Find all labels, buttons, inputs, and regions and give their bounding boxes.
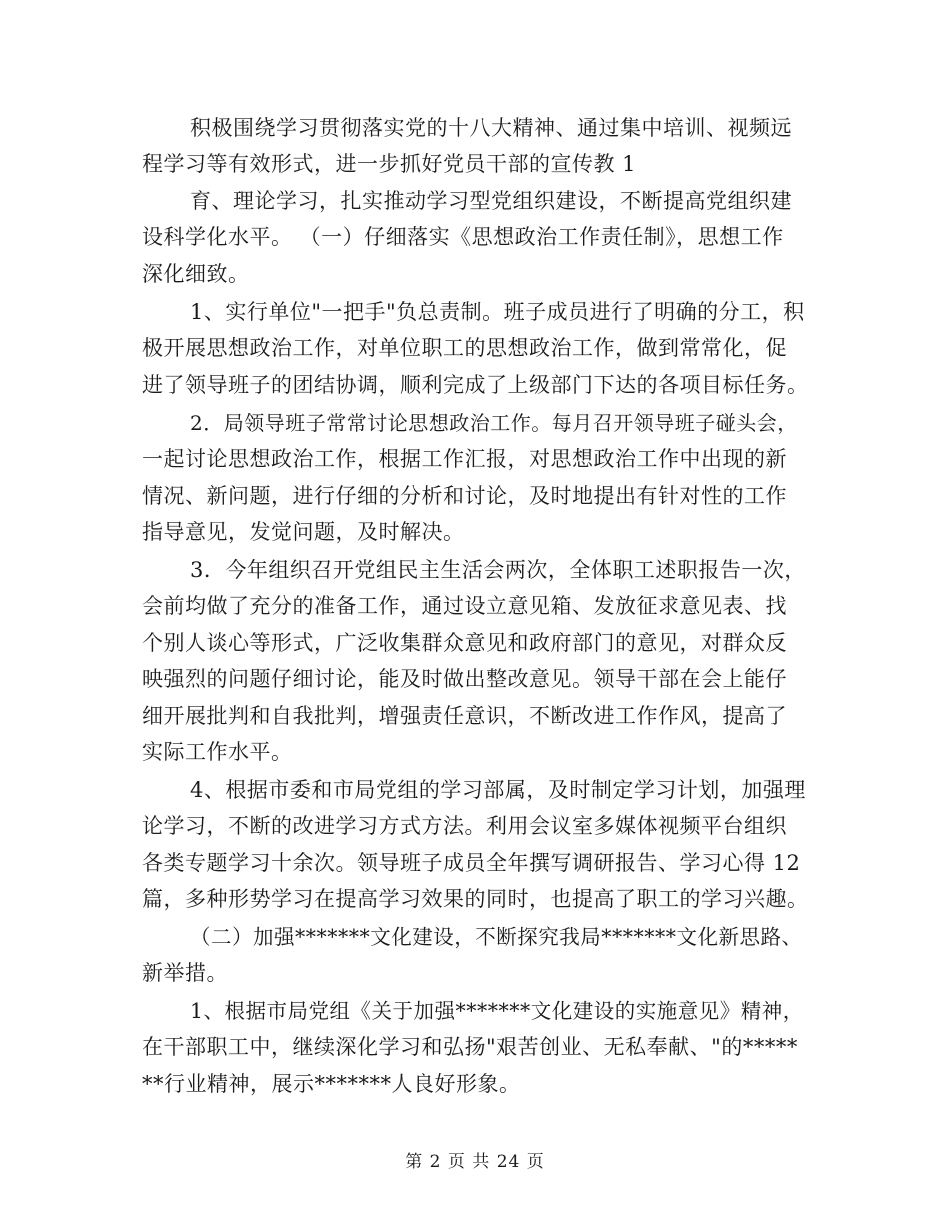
- text-line-11: 情况、新问题，进行仔细的分析和讨论，及时地提出有针对性的工作: [142, 484, 787, 508]
- text-line-16: 映强烈的问题仔细讨论，能及时做出整改意见。领导干部在会上能仔: [142, 667, 787, 691]
- text-line-10: 一起讨论思想政治工作，根据工作汇报，对思想政治工作中出现的新: [142, 447, 787, 471]
- text-line-21: 各类专题学习十余次。领导班子成员全年撰写调研报告、学习心得 12: [142, 851, 801, 875]
- text-line-24: 新举措。: [142, 961, 228, 985]
- text-line-12: 指导意见，发觉问题，及时解决。: [142, 520, 465, 544]
- text-line-27: **行业精神，展示*******人良好形象。: [142, 1072, 521, 1096]
- text-line-23: （二）加强*******文化建设，不断探究我局*******文化新思路、: [190, 925, 803, 949]
- text-line-7: 极开展思想政治工作，对单位职工的思想政治工作，做到常常化，促: [142, 336, 787, 360]
- text-line-22: 篇，多种形势学习在提高学习效果的同时，也提高了职工的学习兴趣。: [142, 887, 809, 911]
- text-line-19: 4、根据市委和市局党组的学习部属，及时制定学习计划，加强理: [190, 778, 806, 802]
- text-line-20: 论学习，不断的改进学习方式方法。利用会议室多媒体视频平台组织: [142, 814, 787, 838]
- text-line-15: 个别人谈心等形式，广泛收集群众意见和政府部门的意见，对群众反: [142, 631, 787, 655]
- text-line-3: 育、理论学习，扎实推动学习型党组织建设，不断提高党组织建: [190, 189, 792, 213]
- text-line-25: 1、根据市局党组《关于加强*******文化建设的实施意见》精神，: [190, 999, 804, 1023]
- text-line-9: 2．局领导班子常常讨论思想政治工作。每月召开领导班子碰头会，: [190, 411, 798, 435]
- page-number-footer: 第 2 页 共 24 页: [405, 1152, 545, 1172]
- text-line-17: 细开展批判和自我批判，增强责任意识，不断改进工作作风，提高了: [142, 704, 787, 728]
- text-line-6: 1、实行单位"一把手"负总责制。班子成员进行了明确的分工，积: [190, 300, 805, 324]
- text-line-2: 程学习等有效形式，进一步抓好党员干部的宣传教 1: [142, 152, 637, 176]
- text-line-8: 进了领导班子的团结协调，顺利完成了上级部门下达的各项目标任务。: [142, 373, 809, 397]
- text-line-26: 在干部职工中，继续深化学习和弘扬"艰苦创业、无私奉献、"的*****: [142, 1035, 798, 1059]
- text-line-13: 3．今年组织召开党组民主生活会两次，全体职工述职报告一次，: [190, 558, 806, 582]
- text-line-5: 深化细致。: [142, 262, 250, 286]
- text-line-14: 会前均做了充分的准备工作，通过设立意见箱、发放征求意见表、找: [142, 594, 787, 618]
- text-line-1: 积极围绕学习贯彻落实党的十八大精神、通过集中培训、视频远: [190, 116, 792, 140]
- text-line-18: 实际工作水平。: [142, 740, 293, 764]
- text-line-4: 设科学化水平。 （一）仔细落实《思想政治工作责任制》，思想工作: [142, 225, 784, 249]
